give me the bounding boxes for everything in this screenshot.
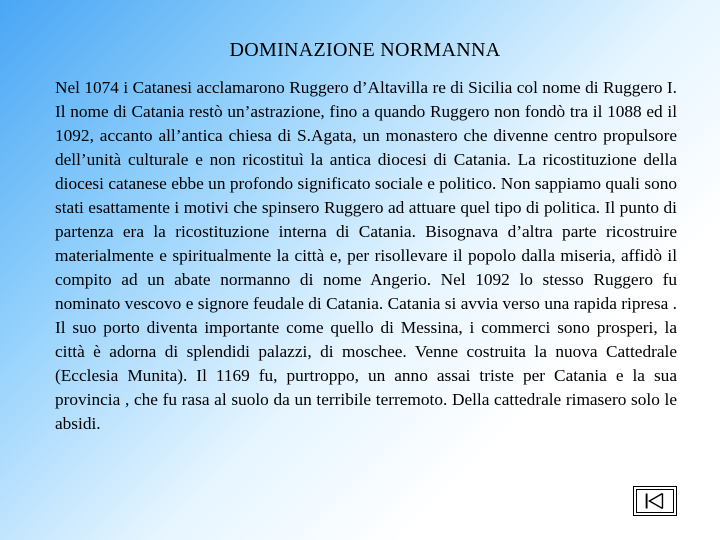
slide-title: DOMINAZIONE NORMANNA — [229, 39, 501, 61]
skip-to-start-icon — [634, 487, 676, 515]
nav-first-slide-button[interactable] — [633, 486, 677, 516]
slide-body-text: Nel 1074 i Catanesi acclamarono Ruggero d’Altavilla re di Sicilia col nome di Ruggero I. Il nome di Catania restò un’astrazione, fino a quando Ruggero non fondò tra il 1088 ed il 1092, accanto all’antica chiesa di S.Agata, un monastero che divenne centro propulsore dell’unità culturale e non ricostituì la antica diocesi di Catania. La ricostituzione della diocesi catanese ebbe un profondo significato sociale e politico. Non sappiamo quali sono stati esattamente i motivi che spinsero Ruggero ad attuare quel tipo di politica. Il punto di partenza era la ricostituzione interna di Catania. Bisognava d’altra parte ricostruire materialmente e spiritualmente la città e, per risollevare il popolo dalla miseria, affidò il compito ad un abate normanno di nome Angerio. Nel 1092 lo stesso Ruggero fu nominato vescovo e signore feudale di Catania. Catania si avvia verso una rapida ripresa . Il suo porto diventa importante come quello di Messina, i commerci sono prosperi, la città è adorna di splendidi palazzi, di moschee. Venne costruita la nuova Cattedrale (Ecclesia Munita). Il 1169 fu, purtroppo, un anno assai triste per Catania e la sua provincia , che fu rasa al suolo da un terribile terremoto. Della cattedrale rimasero solo le absidi. — [55, 78, 677, 433]
